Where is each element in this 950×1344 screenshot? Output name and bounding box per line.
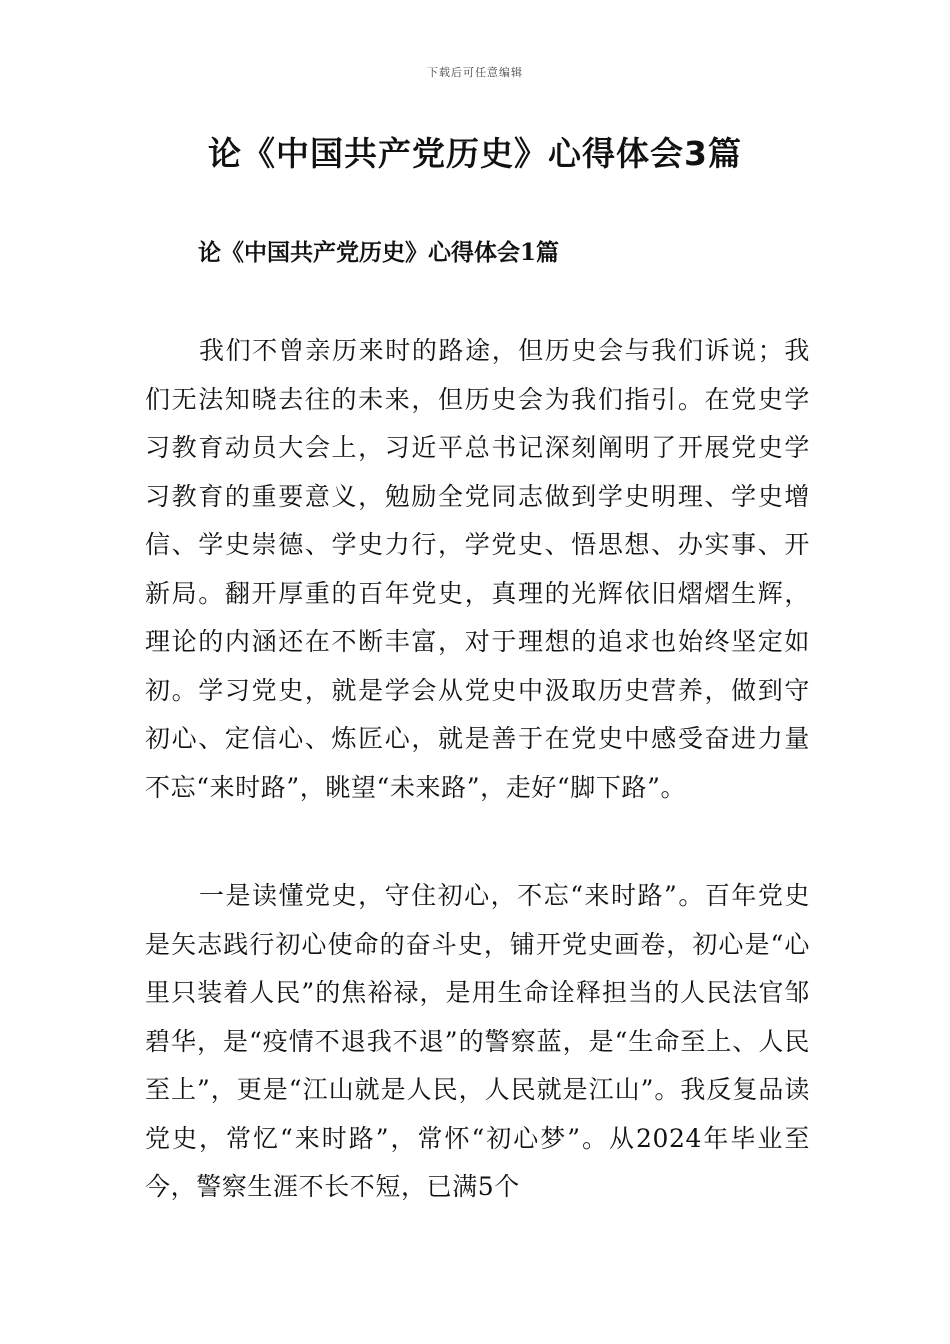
section-subtitle: 论《中国共产党历史》心得体会1篇 (198, 239, 560, 266)
document-title: 论《中国共产党历史》心得体会3篇 (208, 134, 742, 173)
body-paragraph-1: 我们不曾亲历来时的路途，但历史会与我们诉说；我们无法知晓去往的未来，但历史会为我们指引。在党史学习教育动员大会上，习近平总书记深刻阐明了开展党史学习教育的重要意义，勉励全党同志做到学史明理、学史增信、学史崇德、学史力行，学党史、悟思想、办实事、开新局。翻开厚重的百年党史，真理的光辉依旧熠熠生辉，理论的内涵还在不断丰富，对于理想的追求也始终坚定如初。学习党史，就是学会从党史中汲取历史营养，做到守初心、定信心、炼匠心，就是善于在党史中感受奋进力量不忘“来时路”，眺望“未来路”，走好“脚下路”。 (145, 336, 810, 802)
header-note: 下载后可任意编辑 (427, 66, 523, 79)
body-paragraph-2: 一是读懂党史，守住初心，不忘“来时路”。百年党史是矢志践行初心使命的奋斗史，铺开党史画卷，初心是“心里只装着人民”的焦裕禄，是用生命诠释担当的人民法官邹碧华，是“疫情不退我不退”的警察蓝，是“生命至上、人民至上”，更是“江山就是人民，人民就是江山”。我反复品读党史，常忆“来时路”，常怀“初心梦”。从2024年毕业至今，警察生涯不长不短，已满5个 (145, 881, 810, 1201)
